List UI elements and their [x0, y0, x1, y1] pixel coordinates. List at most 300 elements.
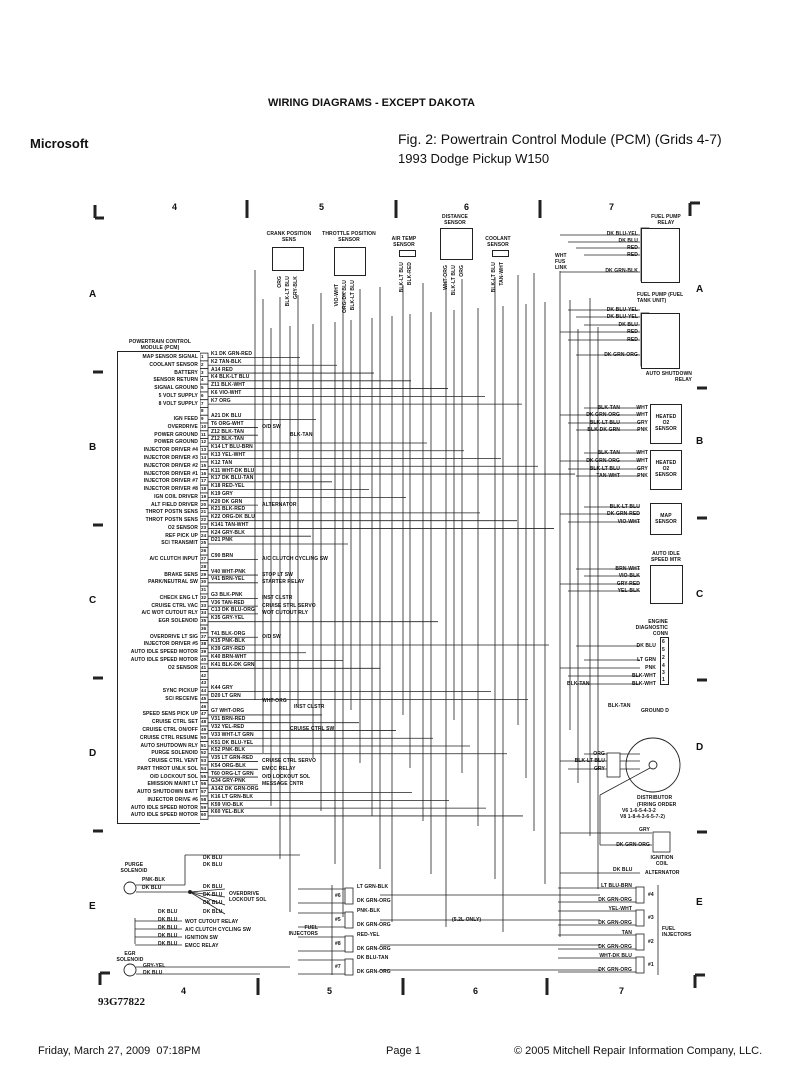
pcm-pin-function: CRUISE CTRL VAC	[151, 602, 198, 609]
pcm-pin-number: 44	[201, 688, 207, 694]
dk-blu-wire: DK BLU	[158, 909, 178, 915]
dist-wire: GRY	[594, 766, 605, 772]
pcm-pin-number: 43	[201, 680, 207, 686]
pcm-pin-function: INJECTOR DRIVER #8	[143, 486, 198, 493]
pcm-pin-number: 56	[201, 781, 207, 787]
coil-wire: GRY	[639, 827, 650, 833]
pcm-pin-wire: V41 BRN-YEL	[211, 576, 245, 583]
o2-1-pin: WHT	[636, 412, 648, 418]
pcm-pin-number: 12	[201, 439, 207, 445]
asd-wire-label: RED	[627, 337, 638, 343]
diag-pin: 6	[662, 639, 665, 645]
pcm-pin-function: SPEED SENS PICK UP	[142, 711, 198, 718]
injector-wire-label: DK BLU-TAN	[357, 955, 389, 961]
o2-2-wire: BLK-TAN	[597, 450, 620, 456]
ais-wire: GRY-RED	[616, 581, 640, 587]
ground-wire: BLK-TAN	[608, 703, 631, 709]
egr-wire: DK BLU	[143, 970, 163, 976]
pcm-pin-wire: K17 DK BLU-TAN	[211, 475, 254, 482]
o2-2-wire: BLK-LT BLU	[589, 466, 620, 472]
pcm-pin-wire: K141 TAN-WHT	[211, 521, 249, 528]
pcm-pin-function: IGN FEED	[173, 416, 198, 423]
inst-clstr-wire: WHT-ORG	[262, 698, 287, 704]
pcm-pin-number: 13	[201, 447, 207, 453]
o2-2-pin: WHT	[636, 458, 648, 464]
fuel-injectors-right-title: FUEL INJECTORS	[662, 926, 692, 938]
o2-2-pin: GRY	[637, 466, 648, 472]
pcm-pin-number: 4	[201, 377, 204, 383]
pcm-pin-function: MAP SENSOR SIGNAL	[142, 354, 198, 360]
firing-order: V8 1-8-4-3-6-5-7-2)	[620, 814, 665, 820]
pcm-pin-function: O/D LOCKOUT SOL	[149, 773, 198, 780]
pcm-pin-wire: K44 GRY	[211, 685, 233, 692]
crank-wire-label: ORG	[277, 276, 283, 288]
o2-1-pin: WHT	[636, 405, 648, 411]
pcm-pin-wire: G34 GRY-PNK	[211, 778, 246, 785]
dk-blu-wire: DK BLU	[203, 909, 223, 915]
pcm-pin-wire: K16 LT GRN-BLK	[211, 793, 254, 800]
pcm-pin-wire: K18 RED-YEL	[211, 483, 245, 490]
air-temp-wire-label: BLK-RED	[407, 262, 413, 286]
pcm-pin-number: 51	[201, 742, 207, 748]
pcm-pin-wire: K40 BRN-WHT	[211, 654, 247, 661]
pcm-pin-wire: Z11 BLK-WHT	[211, 382, 246, 389]
injector-number: #3	[648, 915, 654, 921]
fuel-injector	[636, 887, 644, 903]
footer-page: Page 1	[386, 1045, 421, 1057]
fuel-injectors-left-title: FUEL INJECTORS	[288, 925, 318, 937]
diag-ground-wire: BLK-TAN	[567, 681, 590, 687]
pcm-pin-wire: V36 TAN-RED	[211, 599, 245, 606]
pcm-pin-number: 15	[201, 462, 207, 468]
pcm-pin-number: 45	[201, 695, 207, 701]
fuel-injector	[345, 888, 353, 904]
pcm-pin-wire: A21 DK BLU	[211, 413, 242, 420]
pcm-pin-function: POWER GROUND	[154, 431, 198, 438]
pcm-pin-wire: K35 GRY-YEL	[211, 615, 245, 622]
asd-wire-label: DK GRN-ORG	[604, 352, 638, 358]
injector-number: #8	[335, 941, 341, 947]
fuel-pump-label: FUEL PUMP (FUEL TANK UNIT)	[637, 292, 684, 304]
dist-wire: BLK-LT BLU	[574, 758, 605, 764]
pcm-pin-function: BRAKE SENS	[164, 571, 198, 578]
throttle-sensor-title: THROTTLE POSITION SENSOR	[322, 231, 376, 243]
pcm-pin-function: INJECTOR DRIVER #3	[143, 455, 198, 461]
fpr-wire-label: RED	[627, 252, 638, 258]
pcm-pin-wire: V40 WHT-PNK	[211, 568, 246, 575]
pcm-pin-wire: G7 WHT-ORG	[211, 708, 245, 715]
footer-copyright: © 2005 Mitchell Repair Information Company, LLC.	[514, 1045, 763, 1057]
grid-col-7-top: 7	[609, 202, 615, 212]
ais-wire: VIO-BLK	[618, 573, 640, 579]
fuel-injector	[345, 912, 353, 928]
diag-wire: LT GRN	[637, 657, 656, 663]
pcm-pin-wire: K22 ORG-DK BLU	[211, 514, 255, 521]
pcm-pin-destination: BLK-TAN	[290, 431, 313, 438]
pcm-pin-number: 49	[201, 726, 207, 732]
pcm-pin-wire: K60 YEL-BLK	[211, 809, 245, 816]
pcm-pin-wire: K14 LT BLU-BRN	[211, 444, 253, 451]
o2-1-wire: BLK-LT BLU	[589, 420, 620, 426]
fpr-wire-label: DK BLU-YEL	[606, 231, 638, 237]
pcm-pin-number: 38	[201, 641, 207, 647]
grid-col-7-bottom: 7	[619, 986, 625, 996]
injector-wire-label: RED-YEL	[357, 932, 380, 938]
pcm-pin-number: 5	[201, 385, 204, 391]
pcm-pin-function: COOLANT SENSOR	[149, 361, 198, 368]
pcm-pin-wire: C13 DK BLU-ORG	[211, 607, 255, 614]
diag-pin: 3	[662, 670, 665, 676]
grid-row-e-right: E	[696, 897, 703, 908]
fpr-wire-label: DK GRN-BLK	[605, 268, 638, 274]
pcm-pin-function: AUTO IDLE SPEED MOTOR	[130, 649, 198, 656]
distributor-rotor	[649, 761, 657, 769]
egr-solenoid-title: EGR SOLENOID	[116, 951, 144, 963]
pcm-pin-function: A/C CLUTCH INPUT	[149, 556, 198, 563]
injector-wire-label: DK GRN-ORG	[598, 897, 632, 903]
o2-1-title: HEATED O2 SENSOR	[655, 414, 677, 432]
pcm-pin-wire: V32 YEL-RED	[211, 723, 245, 730]
o2-2-wire: DK GRN-ORG	[586, 458, 620, 464]
pcm-pin-wire: A14 RED	[211, 366, 233, 373]
pcm-pin-wire: K39 GRY-RED	[211, 646, 246, 653]
pcm-pin-number: 28	[201, 563, 207, 569]
pcm-pin-destination: O/D SW	[262, 423, 281, 430]
crank-sensor-title: CRANK POSITION SENS	[266, 231, 312, 243]
pcm-pin-number: 60	[201, 812, 207, 818]
pcm-pin-number: 25	[201, 540, 207, 546]
asd-wire-label: DK BLU	[618, 322, 638, 328]
distributor-connector	[607, 753, 620, 777]
pcm-pin-number: 55	[201, 773, 207, 779]
pcm-pin-number: 11	[201, 431, 206, 437]
purge-solenoid	[124, 882, 136, 894]
pcm-pin-wire: K59 VIO-BLK	[211, 801, 244, 808]
pcm-pin-number: 36	[201, 625, 207, 631]
pcm-pin-function: A/C WOT CUTOUT RLY	[141, 610, 198, 617]
fuel-injector	[345, 936, 353, 952]
injector-number: #2	[648, 939, 654, 945]
pcm-pin-number: 18	[201, 486, 207, 492]
pcm-pin-wire: V33 WHT-LT GRN	[211, 731, 254, 738]
pcm-pin-destination: MESSAGE CNTR	[262, 781, 304, 788]
pcm-pin-destination: O/D LOCKOUT SOL	[262, 773, 311, 780]
load-label: WOT CUTOUT RELAY	[185, 919, 239, 925]
pcm-pin-number: 46	[201, 703, 207, 709]
asd-wire-label: DK BLU-YEL	[606, 307, 638, 313]
fpr-wire-label: DK BLU	[618, 238, 638, 244]
pcm-pin-wire: K7 ORG	[211, 397, 231, 404]
load-label: IGNITION SW	[185, 935, 218, 941]
pcm-pin-number: 58	[201, 796, 207, 802]
pcm-pin-function: INJECTOR DRIVE #6	[147, 796, 198, 803]
throttle-position-sensor	[334, 247, 366, 276]
dk-blu-wire: DK BLU	[203, 862, 223, 868]
pcm-pin-wire: K15 PNK-BLK	[211, 638, 246, 645]
crank-sensor	[272, 247, 304, 271]
pcm-pin-wire: K11 WHT-DK BLU	[211, 467, 255, 474]
crank-wire-label: GRY-BLK	[293, 276, 299, 300]
pcm-pin-function: INJECTOR DRIVER #2	[143, 462, 198, 469]
pcm-pin-number: 35	[201, 618, 207, 624]
pcm-pin-destination: STOP LT SW	[262, 571, 294, 578]
throttle-wire-label: ORG-DK BLU	[342, 280, 348, 313]
dk-blu-wire: DK BLU	[203, 900, 223, 906]
pcm-pin-number: 34	[201, 610, 207, 616]
pcm-pin-function: SENSOR RETURN	[153, 377, 198, 384]
pcm-pin-number: 22	[201, 517, 207, 523]
footer-date: Friday, March 27, 2009 07:18PM	[38, 1045, 201, 1057]
pcm-pin-function: CHECK ENG LT	[159, 594, 198, 601]
pcm-pin-function: AUTO IDLE SPEED MOTOR	[130, 804, 198, 811]
ignition-coil	[653, 832, 670, 852]
injector-wire-label: LT GRN-BLK	[357, 884, 389, 890]
pcm-pin-number: 19	[201, 493, 207, 499]
pcm-pin-wire: K12 TAN	[211, 459, 233, 466]
dk-blu-wire: DK BLU	[203, 892, 223, 898]
coolant-wire-label: TAN-WHT	[499, 262, 505, 286]
pcm-pin-number: 27	[201, 556, 207, 562]
pcm-pin-wire: V35 LT GRN-RED	[211, 755, 254, 762]
distance-sensor	[440, 228, 473, 260]
pcm-pin-function: OVERDRIVE	[167, 423, 198, 430]
pcm-pin-wire: K54 ORG-BLK	[211, 762, 246, 769]
o2-1-pin: PNK	[637, 427, 648, 433]
pcm-pin-number: 32	[201, 594, 207, 600]
injector-wire-label: PNK-BLK	[357, 908, 381, 914]
grid-row-b-left: B	[89, 442, 97, 453]
ignition-coil-title: IGNITION COIL	[650, 855, 674, 867]
pcm-pin-number: 50	[201, 734, 207, 740]
pcm-pin-function: CRUISE CTRL SET	[151, 719, 198, 726]
o2-2-wire: TAN-WHT	[596, 473, 620, 479]
distance-wire-label: WHT-ORG	[443, 265, 449, 290]
overdrive-lockout-label: OVERDRIVE LOCKOUT SOL	[229, 891, 267, 903]
fpr-wire-label: RED	[627, 245, 638, 251]
pcm-pin-destination: INST CLSTR	[262, 594, 293, 601]
injector-note: (5.2L ONLY)	[452, 917, 482, 923]
purge-wire: DK BLU	[142, 885, 162, 891]
pcm-pin-function: CRUISE CTRL VENT	[148, 758, 198, 765]
pcm-pin-function: SYNC PICKUP	[162, 688, 198, 695]
grid-col-4-bottom: 4	[181, 986, 187, 996]
pcm-pin-number: 30	[201, 579, 207, 585]
load-label: EMCC RELAY	[185, 943, 219, 949]
injector-wire-label: TAN	[621, 930, 632, 936]
pcm-pin-number: 48	[201, 719, 207, 725]
pcm-pin-wire: G3 BLK-PNK	[211, 591, 243, 598]
pcm-pin-function: AUTO IDLE SPEED MOTOR	[130, 812, 198, 819]
alternator-label: ALTERNATOR	[645, 870, 680, 876]
publisher: Microsoft	[30, 136, 89, 151]
pcm-pin-wire: K41 BLK-DK GRN	[211, 661, 255, 668]
pcm-pin-number: 42	[201, 672, 207, 678]
pcm-pin-function: SCI RECEIVE	[165, 695, 198, 702]
pcm-pin-function: REF PICK UP	[165, 532, 198, 539]
ground-d-label: GROUND D	[641, 708, 670, 714]
pcm-pin-wire: Z12 BLK-TAN	[211, 436, 244, 443]
throttle-wire-label: BLK-LT BLU	[350, 280, 356, 311]
o2-2-pin: WHT	[636, 450, 648, 456]
pcm-pin-function: O2 SENSOR	[167, 664, 198, 671]
crank-wire-label: BLK-LT BLU	[285, 276, 291, 307]
fuel-injector	[636, 910, 644, 926]
pcm-pin-wire: K4 BLK-LT BLU	[211, 374, 250, 381]
pcm-pin-number: 33	[201, 602, 207, 608]
injector-wire-label: WHT-DK BLU	[599, 953, 632, 959]
injector-number: #6	[335, 893, 341, 899]
asd-wire-label: RED	[627, 329, 638, 335]
o2-1-wire: BLK-TAN	[597, 405, 620, 411]
inst-clstr-label: INST CLSTR	[294, 704, 325, 710]
pcm-pin-function: SCI TRANSMIT	[161, 540, 198, 547]
firing-order: V6 1-6-5-4-3-2	[622, 808, 656, 814]
grid-row-a-left: A	[89, 289, 97, 300]
injector-wire-label: DK GRN-ORG	[357, 969, 391, 975]
grid-col-6-bottom: 6	[473, 986, 479, 996]
pcm-pin-wire: Z12 BLK-TAN	[211, 428, 244, 435]
pcm-pin-number: 2	[201, 361, 204, 367]
pcm-pin-number: 23	[201, 524, 207, 530]
pcm-pin-wire: K13 YEL-WHT	[211, 452, 246, 458]
dk-blu-wire: DK BLU	[158, 933, 178, 939]
pcm-pin-number: 53	[201, 758, 207, 764]
ais-wire: BRN-WHT	[615, 566, 640, 572]
pcm-pin-number: 17	[201, 478, 207, 484]
section-title: WIRING DIAGRAMS - EXCEPT DAKOTA	[268, 97, 475, 109]
pcm-pin-wire: K1 DK GRN-RED	[211, 351, 253, 357]
pcm-pin-destination: STARTER RELAY	[262, 579, 305, 586]
pcm-pin-number: 21	[201, 509, 207, 515]
pcm-pin-function: PARK/NEUTRAL SW	[148, 579, 198, 586]
pcm-pin-number: 39	[201, 649, 207, 655]
pcm-pin-wire: D20 LT GRN	[211, 692, 241, 699]
vehicle-subtitle: 1993 Dodge Pickup W150	[398, 151, 550, 166]
o2-1-wire: BLK-DK GRN	[587, 427, 620, 433]
pcm-pin-number: 6	[201, 392, 204, 398]
distance-sensor-title: DISTANCE SENSOR	[442, 214, 468, 226]
fuse-link-label: WHT FUS LINK	[555, 253, 568, 271]
pcm-pin-function: 5 VOLT SUPPLY	[158, 392, 198, 399]
dk-blu-wire: DK BLU	[158, 941, 178, 947]
pcm-pin-wire: K52 PNK-BLK	[211, 747, 246, 754]
pcm-pin-function: INJECTOR DRIVER #4	[143, 447, 198, 454]
dk-blu-wire: DK BLU	[158, 917, 178, 923]
injector-wire-label: DK GRN-ORG	[598, 944, 632, 950]
throttle-wire-label: VIO-WHT	[334, 284, 340, 307]
asd-relay-title: AUTO SHUTDOWN RELAY	[645, 371, 692, 383]
pcm-pin-number: 16	[201, 470, 207, 476]
asd-wire-label: DK BLU-YEL	[606, 314, 638, 320]
pcm-pin-wire: K51 DK BLU-YEL	[211, 739, 254, 746]
diag-pin: 2	[662, 655, 665, 661]
auto-shutdown-relay	[641, 313, 680, 369]
air-temp-sensor-title: AIR TEMP SENSOR	[391, 236, 417, 248]
pcm-pin-number: 24	[201, 532, 207, 538]
injector-wire-label: DK GRN-ORG	[357, 898, 391, 904]
injector-number: #7	[335, 964, 341, 970]
map-sensor-title: MAP SENSOR	[655, 513, 677, 525]
pcm-pin-number: 37	[201, 633, 207, 639]
egr-solenoid	[124, 964, 136, 976]
pcm-pin-function: PURGE SOLENOID	[151, 750, 198, 757]
pcm-pin-function: O2 SENSOR	[167, 524, 198, 531]
pcm-pin-number: 14	[201, 455, 207, 460]
pcm-pin-wire: T41 BLK-ORG	[211, 630, 246, 637]
diag-pin: 4	[662, 663, 665, 669]
pcm-pin-wire: K21 BLK-RED	[211, 506, 246, 513]
pcm-pin-function: 8 VOLT SUPPLY	[158, 400, 198, 407]
pcm-pin-number: 20	[201, 501, 207, 507]
coil-wire: DK GRN-ORG	[616, 842, 650, 848]
pcm-pin-number: 9	[201, 416, 204, 422]
pcm-pin-number: 54	[201, 765, 207, 771]
pcm-pin-number: 31	[201, 587, 207, 593]
pcm-pin-wire: D21 PNK	[211, 537, 233, 544]
pcm-pin-wire: A142 DK GRN-ORG	[211, 786, 259, 793]
diag-wire: DK BLU	[636, 643, 656, 649]
map-wire: BLK-LT BLU	[609, 504, 640, 510]
diag-pin: 5	[662, 647, 665, 653]
pcm-pin-wire: K24 GRY-BLK	[211, 529, 245, 536]
pcm-pin-function: POWER GROUND	[154, 439, 198, 446]
injector-number: #4	[648, 892, 654, 898]
o2-2-title: HEATED O2 SENSOR	[655, 460, 677, 478]
grid-row-e-left: E	[89, 901, 96, 912]
diag-wire: PNK	[645, 665, 656, 671]
diag-pin: 1	[662, 677, 665, 683]
pcm-pin-wire: C90 BRN	[211, 553, 234, 560]
pcm-pin-function: IGN COIL DRIVER	[154, 493, 198, 500]
grid-row-c-right: C	[696, 589, 704, 600]
fuel-injector	[636, 957, 644, 973]
distributor-cap	[626, 738, 680, 792]
pcm-pin-number: 52	[201, 750, 207, 756]
purge-wire: PNK-BLK	[142, 877, 166, 883]
pcm-pin-function: INJECTOR DRIVER #1	[143, 470, 198, 477]
pcm-pin-wire: T60 ORG-LT GRN	[211, 770, 254, 777]
grid-col-4-top: 4	[172, 202, 178, 212]
pcm-pin-wire: V31 BRN-RED	[211, 716, 246, 723]
air-temp-wire-label: BLK-LT BLU	[399, 262, 405, 293]
pcm-pin-number: 26	[201, 548, 207, 554]
dk-blu-wire: DK BLU	[203, 855, 223, 861]
fuel-pump-relay	[641, 228, 680, 283]
pcm-pin-number: 1	[201, 354, 204, 359]
pcm-pin-number: 3	[201, 369, 204, 375]
pcm-pin-number: 7	[201, 400, 204, 406]
pcm-pin-number: 57	[201, 789, 207, 795]
figure-title: Fig. 2: Powertrain Control Module (PCM) (Grids 4-7)	[398, 131, 722, 147]
pcm-pin-destination: CRUISE CTRL SERVO	[262, 758, 317, 765]
pcm-pin-destination: A/C CLUTCH CYCLING SW	[262, 556, 328, 563]
grid-row-b-right: B	[696, 436, 704, 447]
pcm-pin-function: SIGNAL GROUND	[154, 385, 198, 392]
coolant-wire-label: BLK-LT BLU	[491, 262, 497, 293]
pcm-pin-number: 41	[201, 664, 207, 670]
injector-wire-label: LT BLU-BRN	[601, 883, 632, 889]
diag-wire: BLK-WHT	[631, 681, 656, 687]
grid-col-5-bottom: 5	[327, 986, 333, 996]
injector-wire-label: DK GRN-ORG	[598, 920, 632, 926]
pcm-pin-function: EMISSION MAINT LT	[147, 781, 198, 788]
pcm-pin-number: 8	[201, 408, 204, 414]
injector-number: #1	[648, 962, 654, 968]
pcm-pin-function: INJECTOR DRIVER #7	[143, 478, 198, 485]
o2-1-wire: DK GRN-ORG	[586, 412, 620, 418]
pcm-pin-destination: O/D SW	[262, 633, 281, 640]
grid-row-c-left: C	[89, 595, 97, 606]
